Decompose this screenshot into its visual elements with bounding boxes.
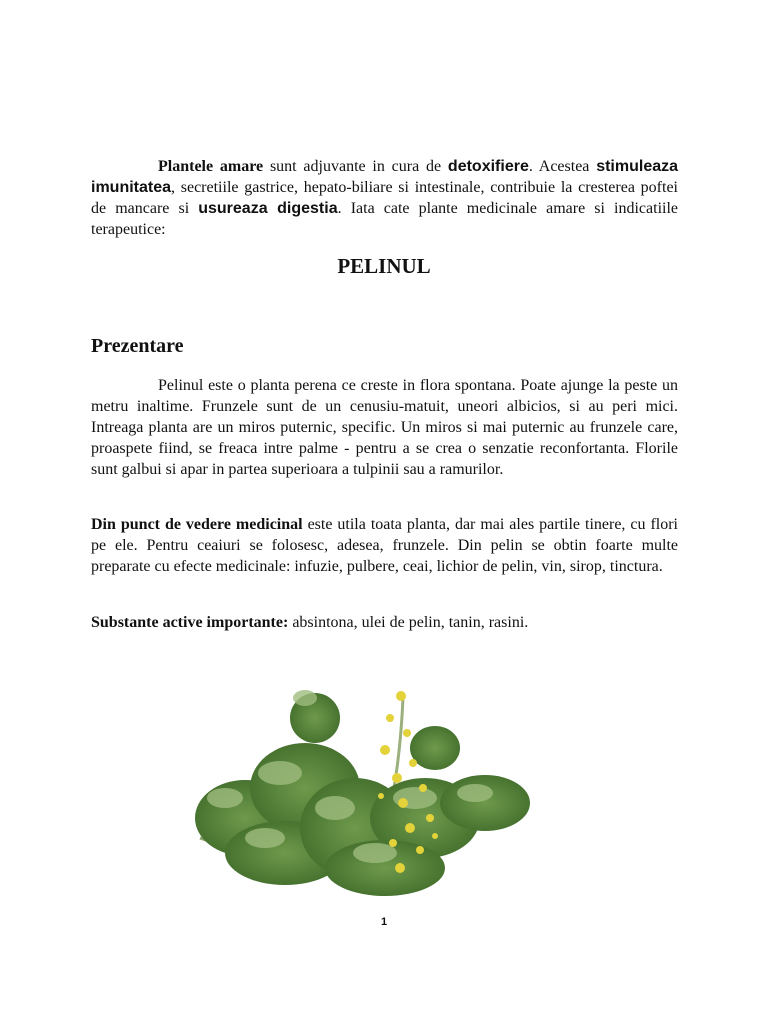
intro-text-5: . Iata cate plante medicinale amare si indicatiile terapeutice: <box>91 200 678 238</box>
description-paragraph: Pelinul este o planta perena ce creste in flora spontana. Poate ajunge la peste un metru inaltime. Frunzele sunt de un cenusiu-matuit, uneori albicios, si au peri mici. Intreaga planta are un miros puternic, specific. Un miros si mai puternic au frunzele care, proaspete fiind, se freaca intre palme - pentru a se crea o senzatie reconfortanta. Florile sunt galbui si apar in partea superioara a tulpinii sau a ramurilor. <box>91 377 678 478</box>
intro-text-4: , secretiile gastrice, hepato-biliare si intestinale, contribuie la cresterea poftei de mancare si <box>91 179 678 217</box>
substances-paragraph <box>91 612 678 633</box>
intro-bold-detoxifiere: detoxifiere <box>447 158 529 175</box>
medicinal-text: este utila toata planta, dar mai ales partile tinere, cu flori pe ele. Pentru ceaiuri se folosesc, adesea, frunzele. Din pelin se obtin foarte multe preparate cu efecte medicinale: infuzie, pulbere, ceai, lichior de pelin, vin, sirop, tinctura. <box>91 516 679 575</box>
intro-bold-digestia: usureaza digestia <box>198 200 338 217</box>
substances-lead: Substante active importante: <box>91 614 289 631</box>
intro-bold-plantele: Plantele <box>158 158 214 175</box>
medicinal-lead: Din punct de vedere medicinal <box>91 516 303 533</box>
wormwood-plant-image <box>185 678 545 908</box>
medicinal-paragraph <box>91 514 678 577</box>
page-number: 1 <box>380 916 388 928</box>
intro-text-1 <box>213 158 220 175</box>
intro-bold-amare: amare <box>219 158 264 175</box>
document-title: PELINUL <box>337 254 431 278</box>
intro-paragraph <box>91 156 678 240</box>
intro-text-3: . Acestea <box>528 158 597 175</box>
substances-text: absintona, ulei de pelin, tanin, rasini. <box>288 614 529 631</box>
section-heading: Prezentare <box>91 335 184 357</box>
intro-text-2: sunt adjuvante in cura de <box>263 158 448 175</box>
intro-bold-imunitate: stimuleaza imunitatea <box>91 158 679 196</box>
